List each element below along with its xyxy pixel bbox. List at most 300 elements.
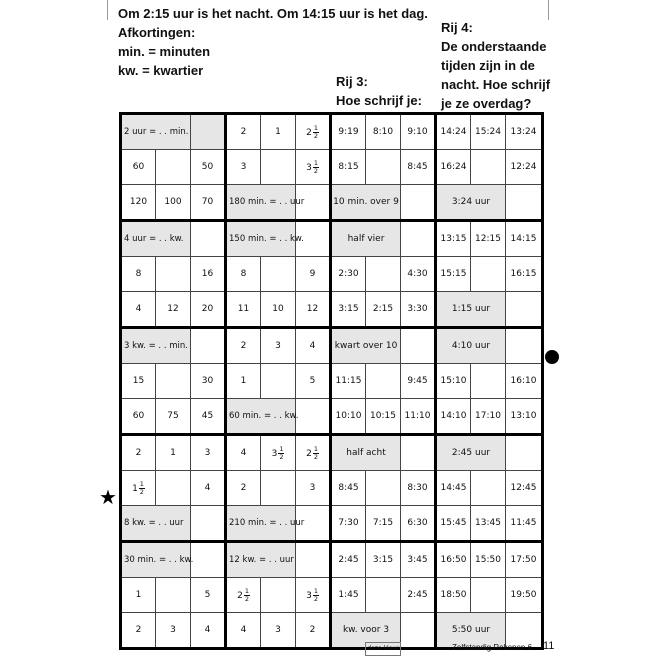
grid-answer-cell[interactable] <box>191 114 226 150</box>
grid-answer-cell[interactable] <box>401 185 436 221</box>
grid-prompt-cell <box>121 542 194 578</box>
grid-cell <box>401 292 436 328</box>
cell-text: 10:15 <box>370 411 396 421</box>
cell-text: 1 <box>132 483 138 494</box>
grid-cell <box>156 613 191 649</box>
cell-text: 2:45 <box>407 590 428 600</box>
grid-cell <box>121 364 156 399</box>
grid-cell <box>436 578 471 613</box>
grid-answer-cell[interactable] <box>156 471 191 506</box>
grid-cell <box>191 613 226 649</box>
cell-text: 11:45 <box>510 518 537 528</box>
cell-text: 3 <box>309 483 316 493</box>
grid-cell <box>261 114 296 150</box>
cell-text: 70 <box>201 197 214 207</box>
grid-cell <box>506 221 543 257</box>
grid-cell <box>436 257 471 292</box>
grid-cell <box>436 435 506 471</box>
grid-answer-cell[interactable] <box>366 578 401 613</box>
cell-text: 19:50 <box>510 590 537 600</box>
cell-text: 2 <box>240 483 247 493</box>
grid-row <box>121 506 543 542</box>
cell-text: 9 <box>309 269 316 279</box>
fraction <box>244 588 250 603</box>
grid-cell <box>471 506 506 542</box>
cell-text: 5 <box>309 376 316 386</box>
grid-cell <box>506 364 543 399</box>
grid-answer-cell[interactable] <box>401 221 436 257</box>
cell-text: 12 kw. = . . uur <box>229 555 294 565</box>
cell-text: 2 <box>135 448 142 458</box>
fraction <box>278 446 284 461</box>
grid-cell <box>296 471 331 506</box>
grid-cell <box>226 578 261 613</box>
grid-answer-cell[interactable] <box>296 542 331 578</box>
cell-text: 5 <box>204 590 211 600</box>
grid-cell <box>191 578 226 613</box>
cell-text: 16:50 <box>440 555 467 565</box>
cell-text: 12:45 <box>510 483 537 493</box>
cell-text: 12 <box>167 304 179 314</box>
grid-cell <box>156 399 191 435</box>
cell-text: 3 <box>306 590 312 601</box>
cell-text: 1 <box>170 448 176 458</box>
cell-text: 1 <box>275 127 281 137</box>
grid-cell <box>506 257 543 292</box>
grid-cell <box>226 364 261 399</box>
fraction-numerator: 1 <box>244 586 249 595</box>
grid-row <box>121 257 543 292</box>
cell-text: 3:15 <box>372 555 394 565</box>
grid-prompt-cell <box>226 185 305 221</box>
row3-instruction: Rij 3: Hoe schrijf je: <box>336 74 422 108</box>
grid-cell <box>226 257 261 292</box>
grid-cell <box>436 292 506 328</box>
grid-cell <box>226 150 261 185</box>
grid-answer-cell[interactable] <box>261 364 296 399</box>
grid-cell <box>401 257 436 292</box>
grid-cell <box>296 150 331 185</box>
grid-cell <box>436 221 471 257</box>
grid-cell <box>331 364 366 399</box>
cell-text: 16 <box>201 269 214 279</box>
fraction-denominator: 2 <box>139 487 144 496</box>
cell-text: 11 <box>237 304 250 314</box>
cell-text: 18:50 <box>440 590 467 600</box>
cell-text: kwart over 10 <box>334 341 398 351</box>
fraction-numerator: 1 <box>279 444 284 453</box>
cell-text: 50 <box>201 162 214 172</box>
cell-text: 4 uur = . . kw. <box>124 234 184 244</box>
grid-prompt-cell <box>226 542 296 578</box>
grid-cell <box>436 364 471 399</box>
cell-text: 3:45 <box>407 555 428 565</box>
grid-answer-cell[interactable] <box>471 578 506 613</box>
grid-cell <box>121 292 156 328</box>
cell-text: 1 <box>135 590 142 600</box>
grid-answer-cell[interactable] <box>506 292 543 328</box>
cell-text: 8:45 <box>338 483 359 493</box>
grid-answer-cell[interactable] <box>366 364 401 399</box>
grid-answer-cell[interactable] <box>261 257 296 292</box>
cell-text: 4 <box>204 625 211 635</box>
grid-answer-cell[interactable] <box>471 364 506 399</box>
fraction <box>313 446 319 461</box>
fraction-denominator: 2 <box>313 131 318 140</box>
cell-text: 75 <box>167 411 179 421</box>
cell-text: 2 <box>135 625 142 635</box>
grid-cell <box>436 328 506 364</box>
grid-answer-cell[interactable] <box>366 150 401 185</box>
grid-cell <box>121 578 156 613</box>
grid-cell <box>401 150 436 185</box>
grid-cell <box>156 185 191 221</box>
cell-text: 100 <box>164 197 182 207</box>
cell-text: 14:10 <box>440 411 467 421</box>
cell-text: 3 <box>204 448 211 458</box>
grid-cell <box>226 114 261 150</box>
grid-cell <box>436 399 471 435</box>
grid-cell <box>471 399 506 435</box>
fraction-numerator: 1 <box>313 586 318 595</box>
color-legend: deze kleur <box>365 642 401 656</box>
cell-text: 16:15 <box>510 269 537 279</box>
grid-cell <box>226 328 261 364</box>
grid-cell <box>226 613 261 649</box>
grid-cell <box>121 613 156 649</box>
cell-text: 12 <box>306 304 319 314</box>
star-icon: ★ <box>99 485 117 509</box>
grid-prompt-cell <box>226 221 304 257</box>
grid-cell <box>191 399 226 435</box>
grid-cell <box>226 292 261 328</box>
grid-cell <box>331 506 366 542</box>
cell-text: half vier <box>347 234 385 244</box>
cell-text: 4 <box>309 341 316 351</box>
cell-text: 10 min. over 9 <box>333 197 399 207</box>
grid-cell <box>331 221 401 257</box>
grid-answer-cell[interactable] <box>401 328 436 364</box>
cell-text: 15 <box>132 376 145 386</box>
grid-cell <box>436 114 471 150</box>
cell-text: 12:15 <box>475 234 501 244</box>
grid-cell <box>156 435 191 471</box>
grid-prompt-cell <box>121 221 191 257</box>
grid-cell <box>121 185 156 221</box>
cell-text: 15:10 <box>440 376 467 386</box>
cell-text: 1:45 <box>338 590 359 600</box>
cell-text: 12:24 <box>510 162 537 172</box>
instruction-line: Om 2:15 uur is het nacht. Om 14:15 uur is het dag. <box>118 6 428 21</box>
grid-cell <box>366 399 401 435</box>
grid-cell <box>331 578 366 613</box>
cell-text: 16:10 <box>510 376 537 386</box>
grid-row <box>121 435 543 471</box>
grid-cell <box>331 292 366 328</box>
exercise-grid <box>119 112 544 650</box>
grid-answer-cell[interactable] <box>506 328 543 364</box>
grid-cell <box>121 471 156 506</box>
cell-text: 3 <box>240 162 247 172</box>
cell-text: 11:15 <box>335 376 362 386</box>
fraction-numerator: 1 <box>313 444 318 453</box>
cell-text: 2 <box>309 625 316 635</box>
cell-text: 1 <box>240 376 247 386</box>
grid-cell <box>436 506 471 542</box>
cell-text: kw. voor 3 <box>342 625 390 635</box>
cell-text: 20 <box>201 304 214 314</box>
cell-text: 60 <box>132 411 145 421</box>
fraction <box>313 125 319 140</box>
grid-cell <box>191 292 226 328</box>
cell-text: 8:10 <box>372 127 394 137</box>
cell-text: half acht <box>346 448 386 458</box>
cell-text: 3:24 uur <box>451 197 491 207</box>
cell-text: 3 <box>170 625 176 635</box>
cell-text: 2 <box>306 127 312 138</box>
cell-text: 9:10 <box>407 127 428 137</box>
cell-text: 3 <box>275 341 281 351</box>
grid-answer-cell[interactable] <box>156 150 191 185</box>
grid-cell <box>191 185 226 221</box>
cell-text: 3 <box>271 448 278 459</box>
fraction <box>313 160 319 175</box>
page-number: 11 <box>543 640 555 652</box>
cell-text: 2 <box>240 341 247 351</box>
cell-text: 14:15 <box>510 234 537 244</box>
grid-answer-cell[interactable] <box>261 471 296 506</box>
cell-text: 2:45 uur <box>451 448 491 458</box>
row4-instruction: Rij 4: De onderstaande tijden zijn in de nacht. Hoe schrijf je ze overdag? <box>441 20 551 111</box>
grid-prompt-cell <box>121 328 191 364</box>
grid-answer-cell[interactable] <box>191 328 226 364</box>
grid-cell <box>296 435 331 471</box>
cell-text: 210 min. = . . uur <box>229 518 305 528</box>
grid-row <box>121 399 543 435</box>
grid-prompt-cell <box>121 506 191 542</box>
cell-text: 2:15 <box>372 304 394 314</box>
grid-cell <box>191 471 226 506</box>
cell-text: 10:10 <box>335 411 362 421</box>
cell-text: 60 min. = . . kw. <box>229 411 299 421</box>
grid-cell <box>401 506 436 542</box>
cell-text: 15:50 <box>475 555 501 565</box>
cell-text: 14:24 <box>440 127 467 137</box>
cell-text: 4:30 <box>407 269 428 279</box>
cell-text: 13:24 <box>510 127 537 137</box>
cell-text: 3 <box>275 625 281 635</box>
grid-cell <box>506 471 543 506</box>
grid-prompt-cell <box>226 399 299 435</box>
grid-row <box>121 221 543 257</box>
grid-cell <box>121 399 156 435</box>
grid-cell <box>121 257 156 292</box>
grid-cell <box>191 150 226 185</box>
cell-text: 8:45 <box>407 162 428 172</box>
cell-text: 8 <box>240 269 247 279</box>
abbreviations-block: Afkortingen: min. = minuten kw. = kwartier <box>118 25 211 78</box>
grid-cell <box>121 150 156 185</box>
grid-cell <box>226 435 261 471</box>
grid-cell <box>471 542 506 578</box>
cell-text: 9:45 <box>407 376 428 386</box>
grid-cell <box>366 542 401 578</box>
grid-cell <box>401 364 436 399</box>
grid-cell <box>261 435 296 471</box>
grid-answer-cell[interactable] <box>261 150 296 185</box>
grid-answer-cell[interactable] <box>401 435 436 471</box>
grid-cell <box>331 471 366 506</box>
cell-text: 4 <box>240 625 247 635</box>
cell-text: 5:50 uur <box>451 625 491 635</box>
grid-answer-cell[interactable] <box>156 578 191 613</box>
cell-text: 17:10 <box>475 411 501 421</box>
cell-text: 17:50 <box>510 555 537 565</box>
cell-text: 8 kw. = . . uur <box>124 518 184 528</box>
grid-cell <box>331 328 401 364</box>
cell-text: 3:30 <box>407 304 428 314</box>
grid-row <box>121 578 543 613</box>
grid-cell <box>506 114 543 150</box>
cell-text: 2 <box>306 448 312 459</box>
grid-cell <box>191 257 226 292</box>
grid-cell <box>506 399 543 435</box>
cell-text: 15:24 <box>475 127 501 137</box>
cell-text: 4:10 uur <box>451 341 491 351</box>
grid-row <box>121 328 543 364</box>
grid-prompt-cell <box>226 506 305 542</box>
grid-cell <box>331 114 366 150</box>
cell-text: 3 <box>306 162 312 173</box>
grid-cell <box>506 578 543 613</box>
grid-answer-cell[interactable] <box>261 578 296 613</box>
cell-text: 8:15 <box>338 162 359 172</box>
grid-answer-cell[interactable] <box>366 257 401 292</box>
cell-text: 60 <box>132 162 145 172</box>
grid-answer-cell[interactable] <box>506 185 543 221</box>
cell-text: 13:15 <box>440 234 467 244</box>
grid-cell <box>296 613 331 649</box>
grid-cell <box>401 471 436 506</box>
grid-answer-cell[interactable] <box>191 542 226 578</box>
cell-text: 14:45 <box>440 483 467 493</box>
fraction-numerator: 1 <box>139 479 144 488</box>
cell-text: 7:30 <box>338 518 359 528</box>
grid-cell <box>261 613 296 649</box>
cell-text: 4 <box>240 448 247 458</box>
grid-cell <box>331 257 366 292</box>
grid-cell <box>436 542 471 578</box>
cell-text: 13:45 <box>475 518 501 528</box>
cell-text: 45 <box>201 411 214 421</box>
cell-text: 15:15 <box>440 269 467 279</box>
grid-cell <box>121 435 156 471</box>
cell-text: 120 <box>129 197 148 207</box>
cell-text: 30 min. = . . kw. <box>124 555 194 565</box>
cell-text: 3 kw. = . . min. <box>124 341 188 351</box>
grid-cell <box>366 292 401 328</box>
cell-text: 10 <box>272 304 284 314</box>
fraction <box>313 588 319 603</box>
grid-cell <box>296 257 331 292</box>
grid-answer-cell[interactable] <box>296 399 331 435</box>
cell-text: 3:15 <box>338 304 359 314</box>
grid-prompt-cell <box>121 114 191 150</box>
grid-cell <box>296 114 331 150</box>
grid-cell <box>331 185 401 221</box>
grid-cell <box>191 435 226 471</box>
cell-text: 30 <box>201 376 214 386</box>
grid-cell <box>471 114 506 150</box>
cell-text: 4 <box>135 304 142 314</box>
grid-cell <box>191 364 226 399</box>
cell-text: 9:19 <box>338 127 359 137</box>
grid-answer-cell[interactable] <box>191 221 226 257</box>
grid-cell <box>331 542 366 578</box>
grid-cell <box>506 150 543 185</box>
cell-text: 15:45 <box>440 518 467 528</box>
fraction-denominator: 2 <box>313 166 318 175</box>
grid-answer-cell[interactable] <box>156 257 191 292</box>
grid-cell <box>401 542 436 578</box>
grid-cell <box>261 328 296 364</box>
grid-answer-cell[interactable] <box>506 435 543 471</box>
cell-text: 1:15 uur <box>451 304 491 314</box>
grid-cell <box>471 221 506 257</box>
grid-cell <box>261 292 296 328</box>
grid-answer-cell[interactable] <box>471 257 506 292</box>
cell-text: 8:30 <box>407 483 428 493</box>
grid-cell <box>506 506 543 542</box>
grid-cell <box>401 399 436 435</box>
fraction <box>139 481 145 496</box>
grid-row <box>121 364 543 399</box>
cell-text: 150 min. = . . kw. <box>229 234 304 244</box>
grid-row <box>121 471 543 506</box>
grid-answer-cell[interactable] <box>471 471 506 506</box>
grid-cell <box>296 578 331 613</box>
grid-cell <box>226 471 261 506</box>
grid-cell <box>296 292 331 328</box>
grid-answer-cell[interactable] <box>366 471 401 506</box>
footer-title: Zelfstandig Rekenen 6 <box>452 643 533 652</box>
grid-cell <box>436 185 506 221</box>
cell-text: 180 min. = . . uur <box>229 197 305 207</box>
grid-cell <box>436 150 471 185</box>
grid-cell <box>331 399 366 435</box>
fraction-denominator: 2 <box>313 452 318 461</box>
cell-text: 4 <box>204 483 211 493</box>
grid-answer-cell[interactable] <box>156 364 191 399</box>
fraction-denominator: 2 <box>244 594 249 603</box>
grid-cell <box>156 292 191 328</box>
cell-text: 2:30 <box>338 269 359 279</box>
cell-text: 6:30 <box>407 518 428 528</box>
black-dot-marker <box>545 350 559 364</box>
grid-row <box>121 150 543 185</box>
fraction-denominator: 2 <box>279 452 284 461</box>
grid-answer-cell[interactable] <box>191 506 226 542</box>
grid-cell <box>436 471 471 506</box>
fraction-numerator: 1 <box>313 158 318 167</box>
cell-text: 2 <box>240 127 247 137</box>
grid-answer-cell[interactable] <box>471 150 506 185</box>
cell-text: 2:45 <box>338 555 359 565</box>
grid-answer-cell[interactable] <box>401 613 436 649</box>
cell-text: 7:15 <box>372 518 394 528</box>
grid-cell <box>401 578 436 613</box>
grid-row <box>121 114 543 150</box>
